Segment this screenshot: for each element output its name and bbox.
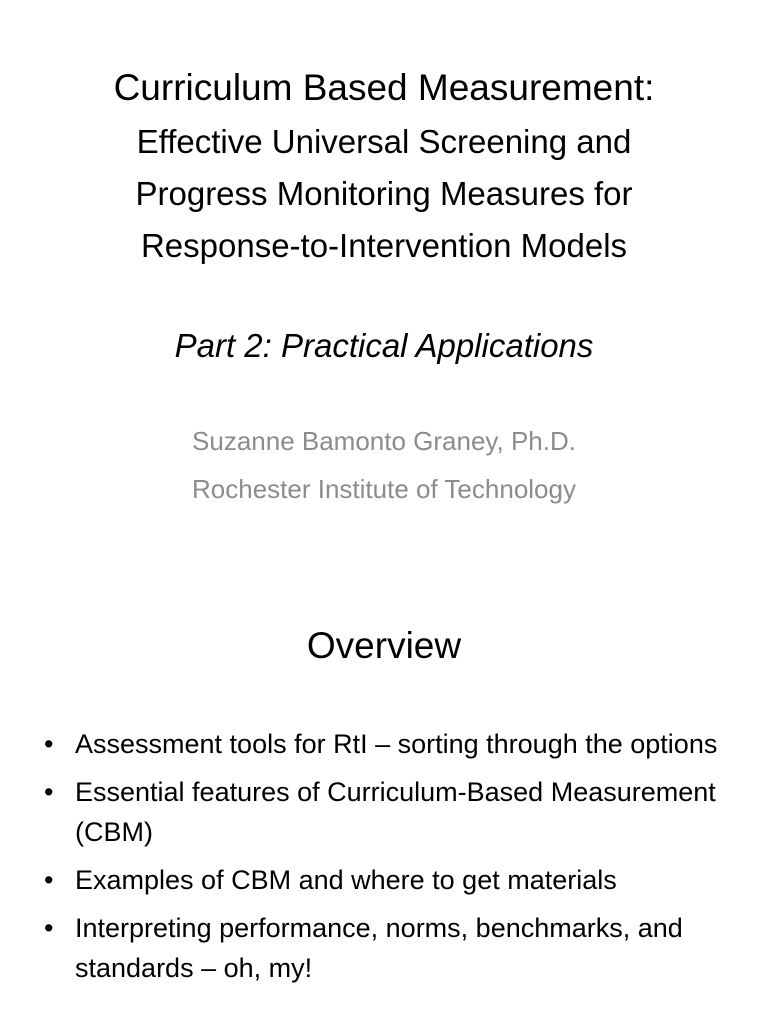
overview-title: Overview <box>306 625 462 666</box>
bullet-icon: • <box>44 729 54 759</box>
bullet-item <box>0 724 768 764</box>
bullet-text: Interpreting performance, norms, benchmarks, and standards – oh, my! <box>75 913 683 983</box>
presentation-subtitle <box>0 116 768 272</box>
bullet-icon: • <box>44 913 54 943</box>
bullet-text: Essential features of Curriculum-Based Measurement (CBM) <box>75 777 716 847</box>
bullet-item <box>0 772 768 852</box>
bullet-icon: • <box>44 865 54 895</box>
author-institution: Rochester Institute of Technology <box>192 474 576 504</box>
bullet-text: Examples of CBM and where to get materials <box>75 865 617 895</box>
author-name: Suzanne Bamonto Graney, Ph.D. <box>192 426 576 456</box>
overview-slide <box>0 560 768 1024</box>
presentation-title: Curriculum Based Measurement: <box>113 67 655 108</box>
bullet-item <box>0 908 768 988</box>
subtitle-line: Effective Universal Screening and <box>136 123 632 160</box>
overview-bullet-list <box>0 724 768 996</box>
subtitle-line: Progress Monitoring Measures for <box>135 175 633 212</box>
part-title: Part 2: Practical Applications <box>174 327 594 364</box>
subtitle-line: Response-to-Intervention Models <box>140 227 628 264</box>
bullet-icon: • <box>44 777 54 807</box>
bullet-text: Assessment tools for RtI – sorting through the options <box>75 729 718 759</box>
bullet-item <box>0 860 768 900</box>
